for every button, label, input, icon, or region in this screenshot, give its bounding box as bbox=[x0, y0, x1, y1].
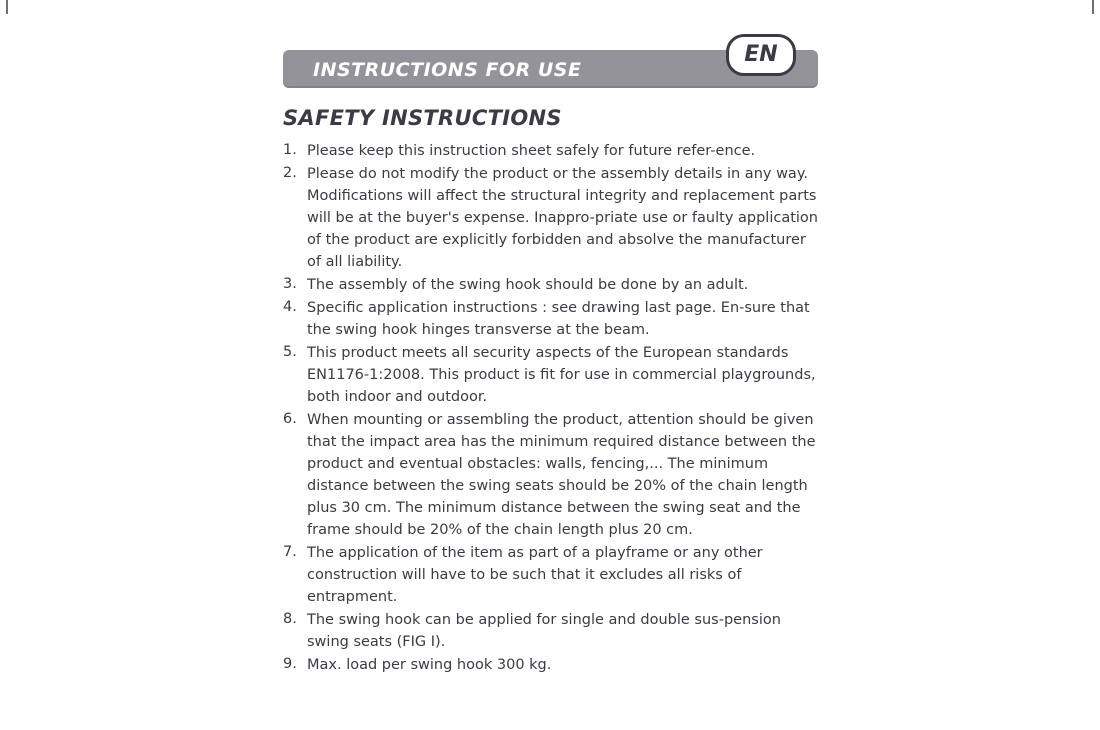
list-item-number: 3. bbox=[283, 276, 297, 292]
list-item-number: 1. bbox=[283, 142, 297, 158]
list-item-number: 4. bbox=[283, 299, 297, 315]
list-item-text: When mounting or assembling the product, attention should be given that the impact area has the minimum required distance between the product and eventual obstacles: walls, fencing,... The minimum distance between the swing seats should be 20% of the chain length plus 30 cm. The minimum distance between the swing seat and the frame should be 20% of the chain length plus 20 cm. bbox=[307, 412, 816, 538]
list-item-text: Please keep this instruction sheet safely for future refer-ence. bbox=[307, 143, 756, 159]
header-banner-title: INSTRUCTIONS FOR USE bbox=[313, 59, 582, 81]
list-item-text: The swing hook can be applied for single and double sus-pension swing seats (FIG I). bbox=[307, 612, 781, 650]
list-item bbox=[283, 140, 820, 162]
page-edge-rule-right bbox=[1092, 0, 1094, 14]
safety-instruction-list bbox=[283, 140, 820, 677]
list-item bbox=[283, 542, 820, 608]
list-item-text: Please do not modify the product or the assembly details in any way. Modifications will affect the structural integrity and replacement parts will be at the buyer's expense. Inappro-priate use or faulty application of the product are explicitly forbidden and absolve the manufacturer of all liability. bbox=[307, 166, 818, 270]
language-badge bbox=[726, 34, 796, 76]
list-item bbox=[283, 163, 820, 273]
list-item-number: 9. bbox=[283, 656, 297, 672]
list-item bbox=[283, 297, 820, 341]
list-item bbox=[283, 274, 820, 296]
list-item-text: Max. load per swing hook 300 kg. bbox=[307, 657, 552, 673]
list-item bbox=[283, 654, 820, 676]
list-item-text: This product meets all security aspects of the European standards EN1176-1:2008. This product is fit for use in commercial playgrounds, both indoor and outdoor. bbox=[307, 345, 816, 405]
section-title: SAFETY INSTRUCTIONS bbox=[283, 106, 562, 130]
list-item-number: 8. bbox=[283, 611, 297, 627]
list-item-number: 6. bbox=[283, 411, 297, 427]
language-badge-label: EN bbox=[744, 42, 778, 67]
list-item bbox=[283, 609, 820, 653]
list-item bbox=[283, 342, 820, 408]
list-item bbox=[283, 409, 820, 541]
list-item-number: 5. bbox=[283, 344, 297, 360]
list-item-text: The application of the item as part of a playframe or any other construction will have to be such that it excludes all risks of entrapment. bbox=[307, 545, 763, 605]
list-item-text: The assembly of the swing hook should be done by an adult. bbox=[307, 277, 749, 293]
page-edge-rule-left bbox=[6, 0, 8, 14]
list-item-number: 2. bbox=[283, 165, 297, 181]
list-item-number: 7. bbox=[283, 544, 297, 560]
list-item-text: Specific application instructions : see drawing last page. En-sure that the swing hook hinges transverse at the beam. bbox=[307, 300, 810, 338]
